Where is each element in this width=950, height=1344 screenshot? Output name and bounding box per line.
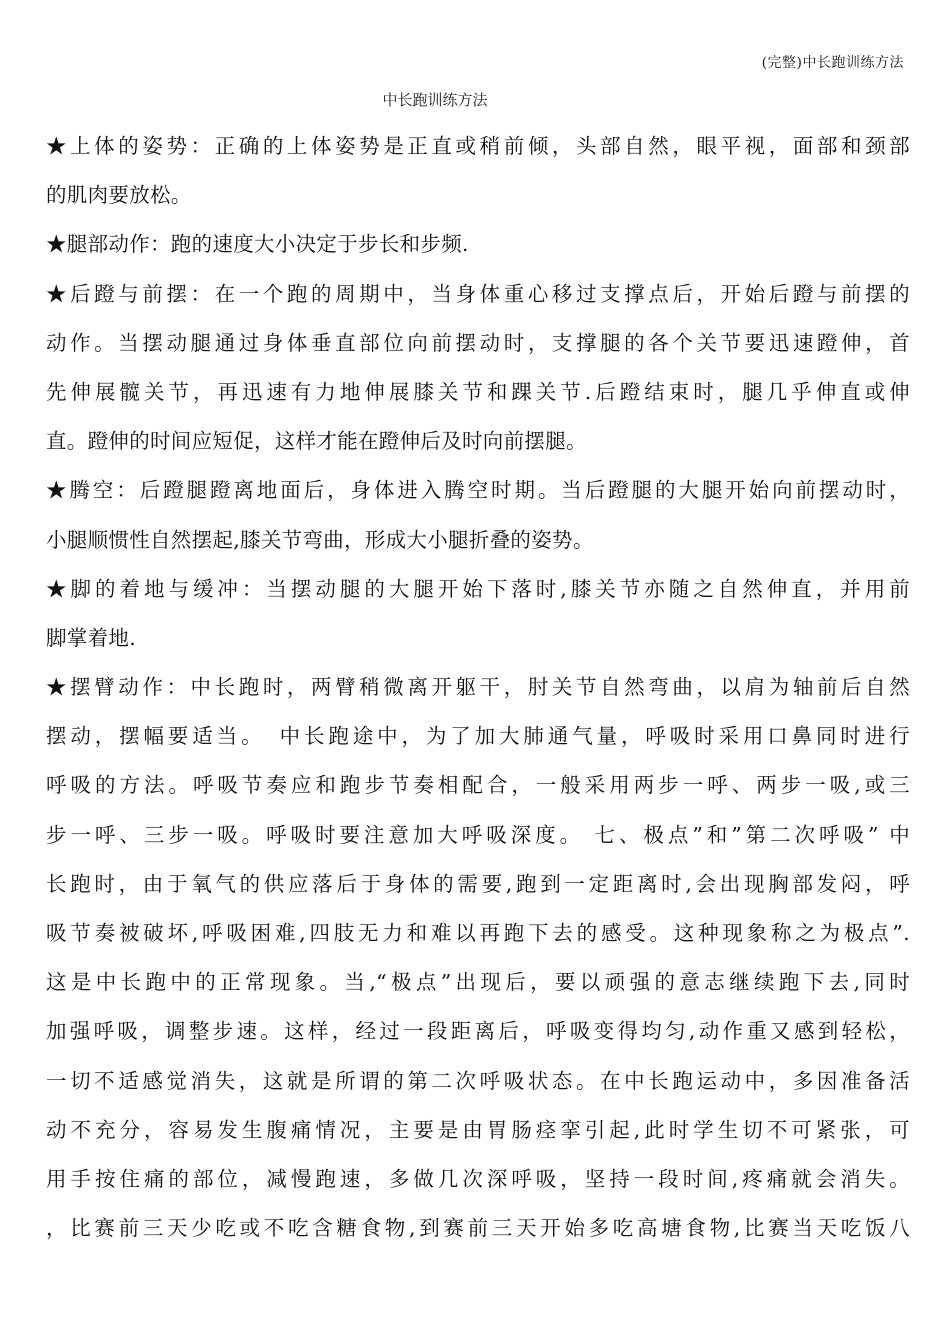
body-line: 动不充分，容易发生腹痛情况，主要是由胃肠痉挛引起,此时学生切不可紧张，可 (46, 1117, 910, 1142)
body-line: 一切不适感觉消失，这就是所谓的第二次呼吸状态。在中长跑运动中，多因准备活 (46, 1068, 910, 1093)
running-header: (完整)中长跑训练方法 (761, 55, 904, 71)
body-line: ，比赛前三天少吃或不吃含糖食物,到赛前三天开始多吃高塘食物,比赛当天吃饭八 (46, 1216, 910, 1241)
body-line: ★腾空：后蹬腿蹬离地面后，身体进入腾空时期。当后蹬腿的大腿开始向前摆动时， (46, 478, 910, 503)
body-line: 长跑时，由于氧气的供应落后于身体的需要,跑到一定距离时,会出现胸部发闷，呼 (46, 871, 910, 896)
body-line: 脚掌着地. (46, 625, 137, 650)
document-title: 中长跑训练方法 (382, 91, 488, 109)
body-line: ★腿部动作：跑的速度大小决定于步长和步频. (46, 232, 469, 257)
body-line: 吸节奏被破坏,呼吸困难,四肢无力和难以再跑下去的感受。这种现象称之为极点”. (46, 921, 910, 945)
body-line: ★脚的着地与缓冲：当摆动腿的大腿开始下落时,膝关节亦随之自然伸直，并用前 (46, 576, 910, 601)
body-line: 动作。当摆动腿通过身体垂直部位向前摆动时，支撑腿的各个关节要迅速蹬伸，首 (46, 330, 910, 355)
body-line: 步一呼、三步一吸。呼吸时要注意加大呼吸深度。 七、极点”和”第二次呼吸” 中 (46, 822, 910, 847)
body-line: 的肌肉要放松。 (46, 183, 192, 208)
body-line: ★后蹬与前摆：在一个跑的周期中，当身体重心移过支撑点后，开始后蹬与前摆的 (46, 281, 910, 306)
document-body (46, 122, 910, 1253)
body-line: 这是中长跑中的正常现象。当,“极点”出现后，要以顽强的意志继续跑下去,同时 (46, 970, 910, 995)
body-line: 先伸展髋关节，再迅速有力地伸展膝关节和踝关节.后蹬结束时，腿几乎伸直或伸 (46, 379, 910, 404)
body-line: 摆动，摆幅要适当。 中长跑途中，为了加大肺通气量，呼吸时采用口鼻同时进行 (46, 724, 910, 749)
body-line: 呼吸的方法。呼吸节奏应和跑步节奏相配合，一般采用两步一呼、两步一吸,或三 (46, 773, 910, 798)
body-line: 加强呼吸，调整步速。这样，经过一段距离后，呼吸变得均匀,动作重又感到轻松， (46, 1019, 910, 1044)
body-line: 直。蹬伸的时间应短促，这样才能在蹬伸后及时向前摆腿。 (46, 429, 587, 454)
body-line: ★摆臂动作：中长跑时，两臂稍微离开躯干，肘关节自然弯曲，以肩为轴前后自然 (46, 675, 910, 700)
body-line: ★上体的姿势：正确的上体姿势是正直或稍前倾，头部自然，眼平视，面部和颈部 (46, 134, 910, 158)
body-line: 小腿顺惯性自然摆起,膝关节弯曲，形成大小腿折叠的姿势。 (46, 527, 594, 552)
body-line: 用手按住痛的部位，减慢跑速，多做几次深呼吸，坚持一段时间,疼痛就会消失。 (46, 1166, 910, 1191)
